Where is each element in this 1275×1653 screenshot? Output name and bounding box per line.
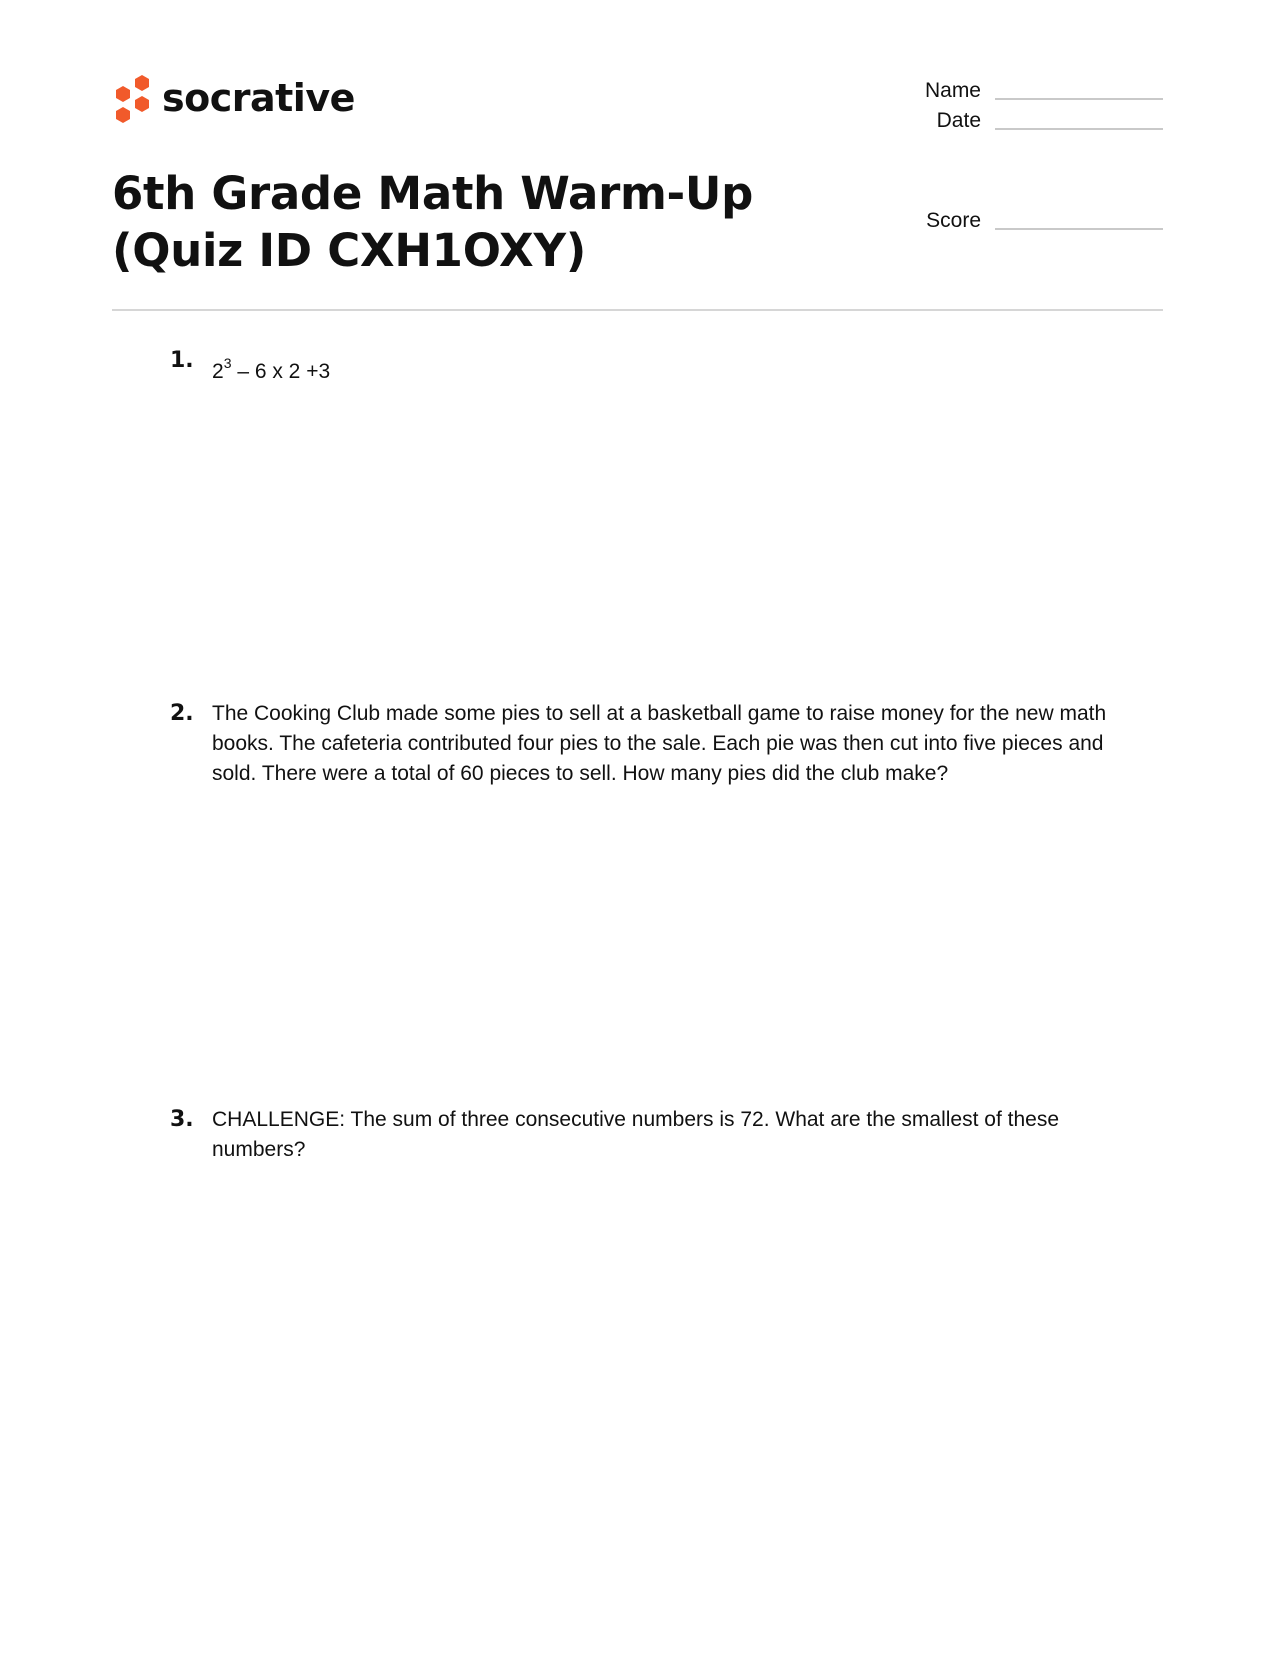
name-blank-line [995,98,1163,100]
question-number: 3. [170,1107,194,1132]
question-text: CHALLENGE: The sum of three consecutive numbers is 72. What are the smallest of these numbers? [212,1108,1060,1161]
score-label: Score [926,209,981,232]
brand-name: socrative [162,76,355,120]
question-text [212,346,1110,387]
date-blank-line [995,128,1163,130]
question-text: The Cooking Club made some pies to sell at a basketball game to raise money for the new math books. The cafeteria contributed four pies to the sale. Each pie was then cut into five pieces and sold. There were a total of 60 pieces to sell. How many pies did the club make? [212,702,1107,785]
expression-exponent: 3 [223,355,232,371]
date-label: Date [936,109,981,132]
score-blank-line [995,228,1163,230]
question-number: 2. [170,701,194,726]
name-label: Name [924,79,981,102]
question-2 [170,699,1110,789]
socrative-logo [112,72,355,124]
header-divider [112,309,1163,311]
name-field [861,78,1163,104]
question-1 [170,346,1110,387]
expression-base: 2 [212,360,224,383]
expression-rest: – 6 x 2 +3 [231,360,331,383]
question-number: 1. [170,348,194,373]
question-3 [170,1105,1110,1165]
score-field [861,208,1163,234]
page-title: 6th Grade Math Warm-Up (Quiz ID CXH1OXY) [112,167,754,277]
date-field [861,108,1163,134]
hexagon-cluster-logo-icon [112,72,152,124]
